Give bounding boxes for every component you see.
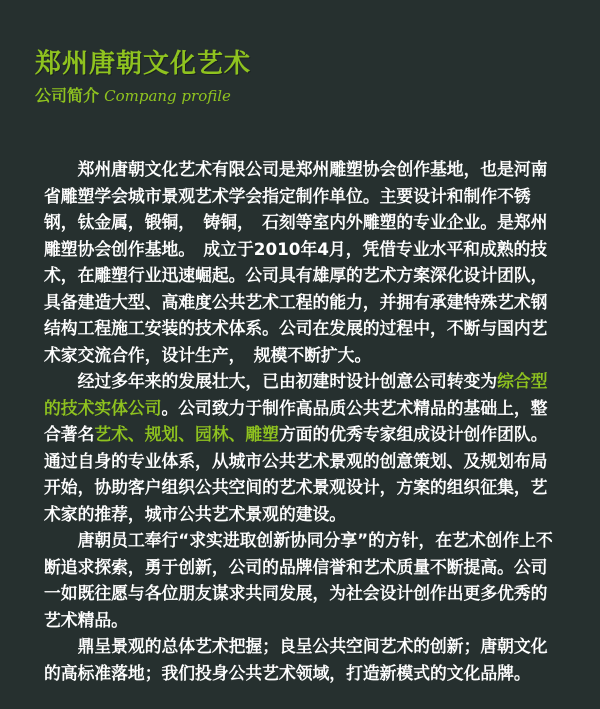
subtitle-english: Compang profile [104,87,231,105]
paragraph-intro: 郑州唐朝文化艺术有限公司是郑州雕塑协会创作基地，也是河南省雕塑学会城市景观艺术学会指定制作单位。主要设计和制作不锈钢，钛金属，锻铜， 铸铜， 石刻等室内外雕塑的专业企业。是郑州雕塑协会创作基地。 成立于2010年4月，凭借专业水平和成熟的技术，在雕塑行业迅速崛起。公司具有雄厚的艺术方案深化设计团队，具备建造大型、高难度公共艺术工程的能力，并拥有承建特殊艺术钢结构工程施工安装的技术体系。公司在发展的过程中，不断与国内艺术家交流合作，设计生产， 规模不断扩大。 [44,159,548,365]
paragraph-development-part-3: 方面的优秀专家组成设计创作团队。通过自身的专业体系，从城市公共艺术景观的创意策划、及规划布局开始，协助客户组织公共空间的艺术景观设计，方案的组织征集，艺术家的推荐，城市公共艺术景观的建设。 [44,424,548,524]
paragraph-mission: 鼎呈景观的总体艺术把握；良呈公共空间艺术的创新；唐朝文化的高标准落地；我们投身公共艺术领域，打造新模式的文化品牌。 [44,636,548,683]
section-subtitle [35,86,251,106]
highlight-company-type: 综合型的技术实体公司 [44,371,548,418]
paragraph-philosophy: 唐朝员工奉行“求实进取创新协同分享”的方针，在艺术创作上不断追求探索，勇于创新，公司的品牌信誉和艺术质量不断提高。公司一如既往愿与各位朋友谋求共同发展，为社会设计创作出更多优秀的艺术精品。 [44,530,553,630]
paragraph-development-part-2: 。公司致力于制作高品质公共艺术精品的基础上，整合著名 [44,397,548,444]
company-title: 郑州唐朝文化艺术 [35,49,252,79]
highlight-expert-fields: 艺术、规划、园林、雕塑 [94,424,279,444]
company-profile-text [44,156,556,686]
paragraph-development [44,368,556,527]
header [35,48,251,106]
paragraph-development-part-1: 经过多年来的发展壮大，已由初建时设计创意公司转变为 [77,371,498,391]
subtitle-chinese: 公司简介 [35,86,100,105]
